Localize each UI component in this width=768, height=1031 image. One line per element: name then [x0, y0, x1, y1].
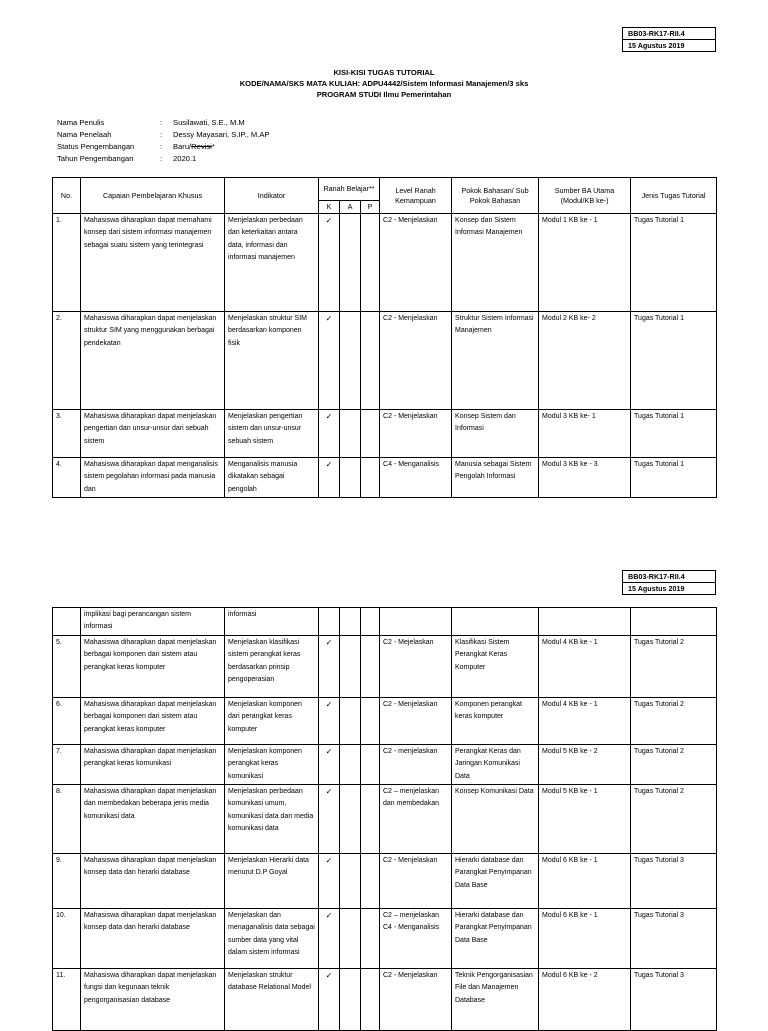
header-a: A [340, 201, 361, 214]
row-capaian: Mahasiswa diharapkan dapat menjelaskan struktur SIM yang menggunakan berbagai pendekatan [81, 312, 225, 410]
row-indikator: Menjelaskan perbedaan komunikasi umum, komunikasi data dan media komunikasi data [225, 785, 319, 854]
row-sumber [539, 608, 631, 636]
row-check-k: ✓ [319, 785, 340, 854]
row-check-a [340, 410, 361, 458]
row-capaian: Mahasiswa diharapkan dapat memahami konsep dari sistem informasi manajemen sebagai suatu sistem yang terintegrasi [81, 214, 225, 312]
row-jenis: Tugas Tutorial 2 [631, 785, 717, 854]
row-level: C2 - Menjelaskan [380, 854, 452, 909]
kisi-kisi-table-page2 [52, 607, 717, 1031]
row-check-k: ✓ [319, 312, 340, 410]
row-check-k: ✓ [319, 697, 340, 744]
row-check-k [319, 608, 340, 636]
row-indikator: Menjelaskan struktur SIM berdasarkan komponen fisik [225, 312, 319, 410]
row-capaian: Mahasiswa diharapkan dapat menjelaskan fungsi dan kegunaan teknik pengorganisasian database [81, 969, 225, 1031]
row-capaian: Mahasiswa diharapkan dapat menjelaskan konsep data dan herarki database [81, 854, 225, 909]
title-program: PROGRAM STUDI Ilmu Pemerintahan [316, 90, 452, 99]
table-body-page2 [53, 608, 717, 1031]
header-p: P [361, 201, 380, 214]
row-pokok: Perangkat Keras dan Jaringan Komunikasi Data [452, 744, 539, 784]
row-level: C2 - menjelaskan [380, 744, 452, 784]
header-jenis: Jenis Tugas Tutorial [631, 178, 717, 214]
row-check-p [361, 969, 380, 1031]
row-sumber: Modul 4 KB ke - 1 [539, 697, 631, 744]
row-level: C2 - Mejelaskan [380, 635, 452, 697]
row-capaian: implikasi bagi perancangan sistem informasi [81, 608, 225, 636]
row-jenis: Tugas Tutorial 3 [631, 854, 717, 909]
row-jenis: Tugas Tutorial 2 [631, 697, 717, 744]
row-sumber: Modul 2 KB ke- 2 [539, 312, 631, 410]
meta-tahun-value: 2020.1 [173, 154, 197, 163]
row-check-p [361, 785, 380, 854]
row-sumber: Modul 5 KB ke - 2 [539, 744, 631, 784]
document-date-page2: 15 Agustus 2019 [623, 583, 716, 595]
row-pokok: Hierarki database dan Parangkat Penyimpanan Data Base [452, 909, 539, 969]
header-no: No. [53, 178, 81, 214]
row-check-a [340, 854, 361, 909]
row-check-p [361, 854, 380, 909]
document-code-box [622, 27, 716, 52]
row-jenis: Tugas Tutorial 1 [631, 214, 717, 312]
row-level: C2 - Menjelaskan [380, 697, 452, 744]
row-level: C2 - Menjelaskan [380, 969, 452, 1031]
row-no: 8. [53, 785, 81, 854]
row-no: 4. [53, 458, 81, 498]
row-check-a [340, 458, 361, 498]
table-row [53, 312, 717, 410]
row-indikator: Menjelaskan perbedaan dan keterkaitan antara data, informasi dan informasi manajemen [225, 214, 319, 312]
row-check-p [361, 214, 380, 312]
row-sumber: Modul 5 KB ke - 1 [539, 785, 631, 854]
meta-row-status: Status Pengembangan : Baru/Revisi* [57, 141, 270, 153]
row-capaian: Mahasiswa diharapkan dapat menjelaskan berbagai komponen dari sistem atau perangkat keras komputer [81, 697, 225, 744]
row-pokok: Struktur Sistem Informasi Manajemen [452, 312, 539, 410]
header-k: K [319, 201, 340, 214]
row-check-p [361, 410, 380, 458]
row-check-a [340, 697, 361, 744]
table-row [53, 854, 717, 909]
row-indikator: Menjelaskan komponen perangkat keras komunikasi [225, 744, 319, 784]
row-check-k: ✓ [319, 744, 340, 784]
row-check-a [340, 909, 361, 969]
row-check-a [340, 312, 361, 410]
row-sumber: Modul 6 KB ke - 2 [539, 969, 631, 1031]
meta-info [57, 117, 270, 165]
table-row [53, 635, 717, 697]
row-check-k: ✓ [319, 410, 340, 458]
row-level: C2 – menjelaskan C4 - Menganalisis [380, 909, 452, 969]
row-check-a [340, 608, 361, 636]
header-capaian: Capaian Pembelajaran Khusus [81, 178, 225, 214]
table-row [53, 214, 717, 312]
row-check-k: ✓ [319, 854, 340, 909]
row-no: 5. [53, 635, 81, 697]
row-jenis: Tugas Tutorial 2 [631, 744, 717, 784]
row-no: 9. [53, 854, 81, 909]
row-no: 10. [53, 909, 81, 969]
row-indikator: informasi [225, 608, 319, 636]
document-titles [0, 67, 768, 100]
row-capaian: Mahasiswa diharapkan dapat menjelaskan pengertian dan unsur-unsur dari sebuah sistem [81, 410, 225, 458]
row-check-k: ✓ [319, 635, 340, 697]
row-pokok: Klasifikasi Sistem Perangkat Keras Komputer [452, 635, 539, 697]
row-check-k: ✓ [319, 214, 340, 312]
row-pokok: Konsep Sistem dan Informasi [452, 410, 539, 458]
row-no: 6. [53, 697, 81, 744]
meta-row-penulis: Nama Penulis : Susilawati, S.E., M.M [57, 117, 270, 129]
header-level: Level Ranah Kemampuan [380, 178, 452, 214]
row-check-p [361, 458, 380, 498]
meta-status-value: Baru/Revisi* [173, 142, 215, 151]
row-check-k: ✓ [319, 909, 340, 969]
row-check-a [340, 785, 361, 854]
row-capaian: Mahasiswa diharapkan dapat menjelaskan dan membedakan beberapa jenis media komunikasi data [81, 785, 225, 854]
row-pokok: Konsep dan Sistem Informasi Manajemen [452, 214, 539, 312]
table-row [53, 785, 717, 854]
table-row [53, 608, 717, 636]
row-no: 3. [53, 410, 81, 458]
row-indikator: Menganalisis manusia dikatakan sebagai pengolah [225, 458, 319, 498]
document-code-page2: BB03-RK17-RII.4 [623, 571, 716, 583]
row-check-p [361, 909, 380, 969]
row-check-a [340, 214, 361, 312]
row-check-k: ✓ [319, 458, 340, 498]
row-capaian: Mahasiswa diharapkan dapat menjelaskan konsep data dan herarki database [81, 909, 225, 969]
row-pokok: Komponen perangkat keras komputer [452, 697, 539, 744]
kisi-kisi-table-page1 [52, 177, 717, 498]
meta-row-penelaah: Nama Penelaah : Dessy Mayasari, S.IP., M.AP [57, 130, 270, 139]
row-pokok: Teknik Pengorganisasian File dan Manajemen Database [452, 969, 539, 1031]
header-sumber: Sumber BA Utama (Modul/KB ke-) [539, 178, 631, 214]
row-check-p [361, 697, 380, 744]
row-no: 11. [53, 969, 81, 1031]
row-check-a [340, 635, 361, 697]
row-check-p [361, 312, 380, 410]
row-indikator: Menjelaskan struktur database Relational Model [225, 969, 319, 1031]
title-course: KODE/NAMA/SKS MATA KULIAH: ADPU4442/Sistem Informasi Manajemen/3 sks [239, 79, 529, 88]
row-pokok [452, 608, 539, 636]
document-code-box-page2 [622, 570, 716, 595]
row-check-k: ✓ [319, 969, 340, 1031]
row-jenis: Tugas Tutorial 3 [631, 909, 717, 969]
row-pokok: Hierarki database dan Parangkat Penyimpanan Data Base [452, 854, 539, 909]
status-revisi-struck: Revisi [191, 142, 212, 151]
row-indikator: Menjelaskan dan menaganalisis data sebagai sumber data yang vital dalam sistem informasi [225, 909, 319, 969]
header-ranah: Ranah Belajar** [319, 178, 380, 201]
row-check-p [361, 744, 380, 784]
row-indikator: Menjelaskan pengertian sistem dan unsur-unsur sebuah sistem [225, 410, 319, 458]
row-level: C2 – menjelaskan dan membedakan [380, 785, 452, 854]
row-check-a [340, 969, 361, 1031]
row-jenis: Tugas Tutorial 1 [631, 458, 717, 498]
row-no: 2. [53, 312, 81, 410]
row-level [380, 608, 452, 636]
row-no: 1. [53, 214, 81, 312]
table-body-page1 [53, 214, 717, 498]
row-level: C2 - Menjelaskan [380, 214, 452, 312]
row-capaian: Mahasiswa diharapkan dapat menjelaskan berbagai komponen dari sistem atau perangkat keras komputer [81, 635, 225, 697]
row-sumber: Modul 3 KB ke- 1 [539, 410, 631, 458]
row-jenis [631, 608, 717, 636]
document-code: BB03-RK17-RII.4 [623, 28, 716, 40]
table-row [53, 410, 717, 458]
table-row [53, 697, 717, 744]
meta-penelaah-value: Dessy Mayasari, S.IP., M.AP [173, 130, 270, 139]
row-no [53, 608, 81, 636]
row-indikator: Menjelaskan Hierarki data menurut D.P Goyal [225, 854, 319, 909]
title-main: KISI-KISI TUGAS TUTORIAL [333, 68, 435, 77]
row-level: C2 - Menjelaskan [380, 410, 452, 458]
row-check-p [361, 608, 380, 636]
row-check-p [361, 635, 380, 697]
meta-row-tahun: Tahun Pengembangan : 2020.1 [57, 153, 270, 165]
row-pokok: Konsep Komunikasi Data [452, 785, 539, 854]
row-pokok: Manusia sebagai Sistem Pengolah Informasi [452, 458, 539, 498]
row-jenis: Tugas Tutorial 3 [631, 969, 717, 1031]
row-sumber: Modul 6 KB ke - 1 [539, 854, 631, 909]
row-capaian: Mahasiswa diharapkan dapat menganalisis sistem pegolahan informasi pada manusia dan [81, 458, 225, 498]
table-row [53, 969, 717, 1031]
row-sumber: Modul 6 KB ke - 1 [539, 909, 631, 969]
row-level: C4 - Menganalisis [380, 458, 452, 498]
row-sumber: Modul 3 KB ke - 3 [539, 458, 631, 498]
meta-penulis-value: Susilawati, S.E., M.M [173, 118, 245, 127]
row-sumber: Modul 4 KB ke - 1 [539, 635, 631, 697]
table-row [53, 458, 717, 498]
document-date: 15 Agustus 2019 [623, 40, 716, 52]
header-indikator: Indikator [225, 178, 319, 214]
row-no: 7. [53, 744, 81, 784]
row-check-a [340, 744, 361, 784]
table-row [53, 909, 717, 969]
row-jenis: Tugas Tutorial 1 [631, 312, 717, 410]
row-indikator: Menjelaskan komponen dari perangkat keras komputer [225, 697, 319, 744]
row-level: C2 - Menjelaskan [380, 312, 452, 410]
row-indikator: Menjelaskan klasifikasi sistem perangkat keras berdasarkan prinsip pengoperasian [225, 635, 319, 697]
row-capaian: Mahasiswa diharapkan dapat menjelaskan perangkat keras komunikasi [81, 744, 225, 784]
row-jenis: Tugas Tutorial 1 [631, 410, 717, 458]
row-sumber: Modul 1 KB ke - 1 [539, 214, 631, 312]
table-row [53, 744, 717, 784]
row-jenis: Tugas Tutorial 2 [631, 635, 717, 697]
header-pokok: Pokok Bahasan/ Sub Pokok Bahasan [452, 178, 539, 214]
